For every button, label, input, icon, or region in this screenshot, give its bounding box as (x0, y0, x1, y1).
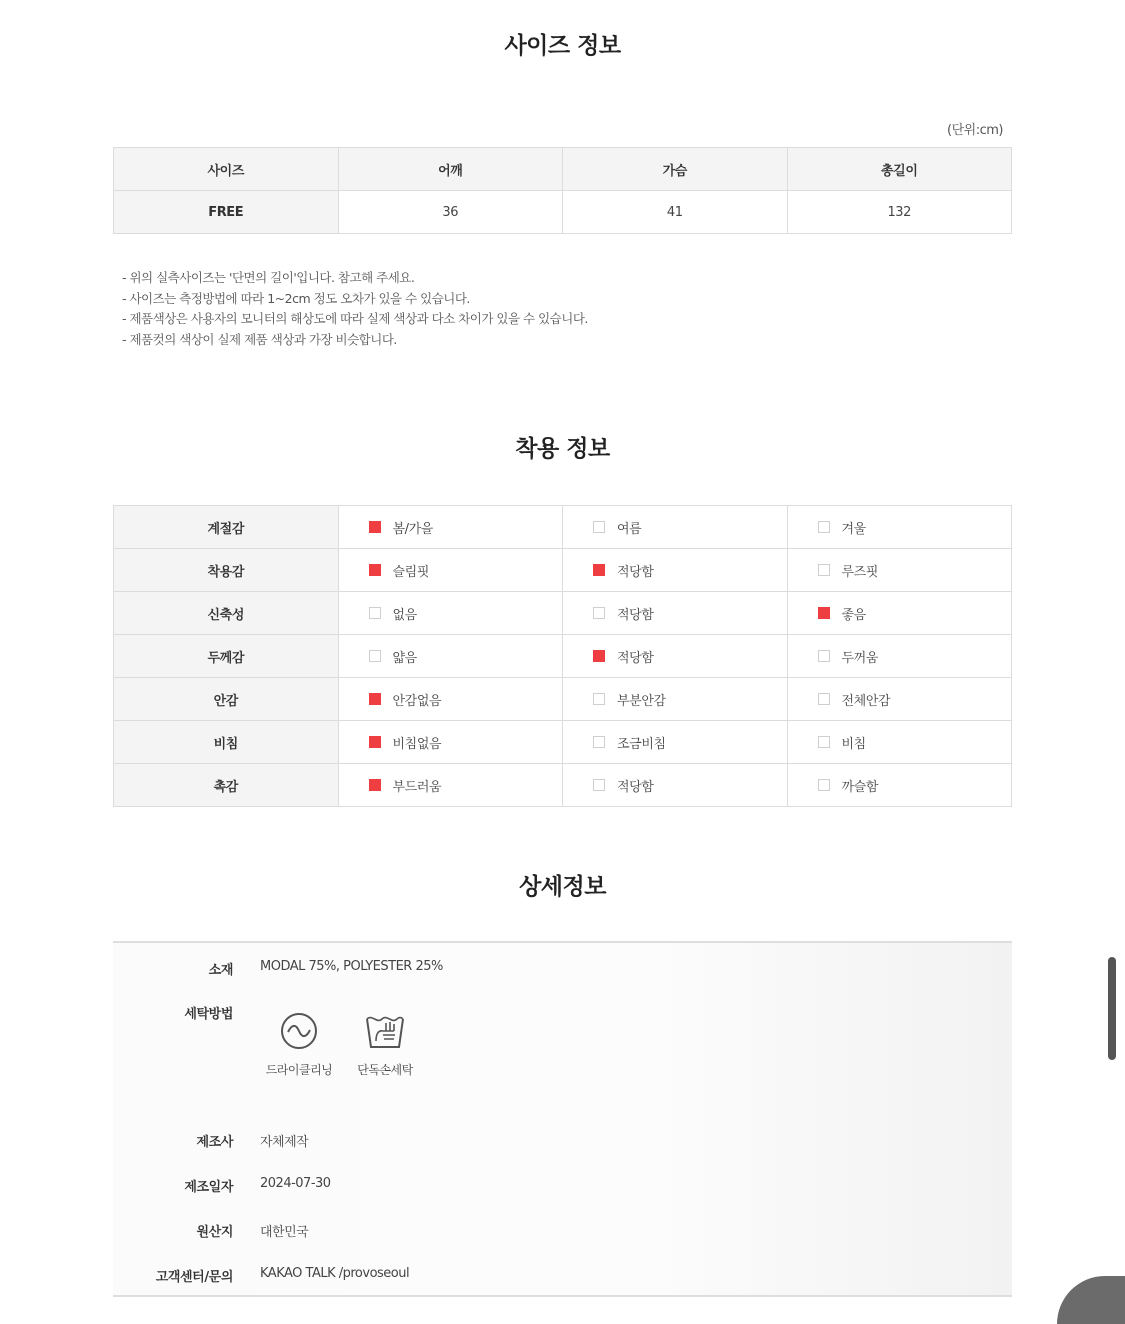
fit-option-label: 부분안감 (617, 693, 666, 709)
fit-option-label: 좋음 (841, 607, 866, 623)
fit-option-label: 슬림핏 (392, 564, 429, 580)
fit-option-label: 루즈핏 (841, 564, 878, 580)
chest-header-cell: 가슴 (563, 148, 788, 191)
fit-option (563, 506, 788, 549)
fit-row-label: 비침 (114, 721, 339, 764)
size-header-cell: 사이즈 (114, 148, 339, 191)
fit-row-sheerness (114, 721, 1012, 764)
date-label: 제조일자 (184, 1180, 233, 1195)
fit-option-label: 없음 (392, 607, 417, 623)
checkbox-icon (818, 650, 830, 662)
fit-row-label: 촉감 (114, 764, 339, 807)
fit-option-label: 얇음 (392, 650, 417, 666)
checkbox-icon (593, 650, 605, 662)
material-value: MODAL 75%, POLYESTER 25% (260, 959, 443, 974)
fit-option-label: 두꺼움 (841, 650, 878, 666)
checkbox-icon (818, 564, 830, 576)
fit-option-label: 겨울 (841, 521, 866, 537)
fit-option-label: 비침없음 (392, 736, 442, 752)
contact-value: KAKAO TALK /provoseoul (260, 1266, 410, 1281)
size-note: - 위의 실측사이즈는 '단면의 길이'입니다. 참고해 주세요. (122, 270, 415, 285)
fit-option (338, 549, 563, 592)
checkbox-icon (593, 564, 605, 576)
fit-option-label: 비침 (841, 736, 866, 752)
fit-option (563, 764, 788, 807)
material-label: 소재 (208, 963, 233, 978)
fit-option (338, 764, 563, 807)
checkbox-icon (818, 779, 830, 791)
fit-option-label: 적당함 (617, 779, 654, 795)
fit-row-label: 신축성 (114, 592, 339, 635)
fit-option-label: 적당함 (617, 607, 654, 623)
fit-row-label: 두께감 (114, 635, 339, 678)
origin-label: 원산지 (196, 1225, 233, 1240)
size-note: - 제품컷의 색상이 실제 제품 색상과 가장 비슷합니다. (122, 331, 397, 347)
checkbox-icon (369, 564, 381, 576)
checkbox-icon (818, 521, 830, 533)
shoulder-header-cell: 어깨 (338, 148, 563, 191)
fit-row-season (114, 506, 1012, 549)
fit-row-label: 계절감 (114, 506, 339, 549)
size-info-title: 사이즈 정보 (504, 33, 621, 59)
fit-option-label: 전체안감 (841, 693, 891, 709)
fit-option (338, 592, 563, 635)
dry-clean-icon (279, 1011, 319, 1051)
fit-option (338, 506, 563, 549)
checkbox-icon (593, 521, 605, 533)
detail-panel (113, 941, 1012, 1297)
unit-label: (단위:cm) (947, 123, 1003, 138)
fit-option (787, 678, 1012, 721)
fit-option (338, 678, 563, 721)
fit-option-label: 부드러움 (392, 779, 442, 795)
checkbox-icon (369, 779, 381, 791)
fit-option (787, 721, 1012, 764)
size-table-header-row (114, 148, 1012, 191)
manufacturer-value: 자체제작 (260, 1135, 309, 1150)
fit-option (787, 506, 1012, 549)
checkbox-icon (593, 779, 605, 791)
fit-option-label: 봄/가을 (392, 521, 433, 537)
fit-row-texture (114, 764, 1012, 807)
fit-row-label: 안감 (114, 678, 339, 721)
fit-option (563, 721, 788, 764)
fit-row-thickness (114, 635, 1012, 678)
fit-option (338, 721, 563, 764)
fit-info-title: 착용 정보 (515, 436, 610, 462)
scrollbar-thumb[interactable] (1108, 957, 1116, 1060)
checkbox-icon (369, 650, 381, 662)
checkbox-icon (593, 736, 605, 748)
chest-value-cell: 41 (563, 191, 788, 234)
wash-label: 세탁방법 (184, 1007, 233, 1022)
size-notes (122, 268, 588, 350)
length-header-cell: 총길이 (787, 148, 1012, 191)
checkbox-icon (369, 693, 381, 705)
checkbox-icon (818, 693, 830, 705)
size-table (113, 147, 1012, 234)
checkbox-icon (818, 736, 830, 748)
fit-row-fit (114, 549, 1012, 592)
wash-item-hand-wash (351, 1011, 419, 1078)
hand-wash-label: 단독손세탁 (357, 1063, 413, 1077)
fit-row-lining (114, 678, 1012, 721)
fit-option (563, 592, 788, 635)
dry-clean-label: 드라이클리닝 (265, 1063, 333, 1077)
size-value-cell: FREE (114, 191, 339, 234)
size-note: - 사이즈는 측정방법에 따라 1~2cm 정도 오차가 있을 수 있습니다. (122, 290, 470, 306)
size-note: - 제품색상은 사용자의 모니터의 해상도에 따라 실제 색상과 다소 차이가 있을 수 있습니다. (122, 311, 588, 326)
fit-option (787, 592, 1012, 635)
contact-label: 고객센터/문의 (155, 1270, 233, 1285)
fit-option-label: 조금비침 (617, 736, 666, 752)
length-value-cell: 132 (787, 191, 1012, 234)
fit-option (338, 635, 563, 678)
floating-corner-button[interactable] (1057, 1276, 1125, 1324)
origin-value: 대한민국 (260, 1225, 309, 1240)
fit-option-label: 적당함 (617, 650, 654, 666)
checkbox-icon (369, 736, 381, 748)
checkbox-icon (369, 521, 381, 533)
manufacturer-label: 제조사 (196, 1135, 233, 1150)
fit-option-label: 까슬함 (841, 779, 878, 795)
checkbox-icon (818, 607, 830, 619)
fit-option (563, 635, 788, 678)
checkbox-icon (593, 693, 605, 705)
wash-item-dry-clean (263, 1011, 335, 1078)
fit-option-label: 여름 (617, 521, 642, 537)
fit-row-label: 착용감 (114, 549, 339, 592)
fit-table (113, 505, 1012, 807)
date-value: 2024-07-30 (260, 1176, 331, 1191)
fit-option (787, 764, 1012, 807)
shoulder-value-cell: 36 (338, 191, 563, 234)
hand-wash-icon (364, 1011, 406, 1051)
checkbox-icon (369, 607, 381, 619)
checkbox-icon (593, 607, 605, 619)
fit-option (787, 635, 1012, 678)
fit-option (563, 549, 788, 592)
size-table-row (114, 191, 1012, 234)
fit-option-label: 안감없음 (392, 693, 442, 709)
fit-row-stretch (114, 592, 1012, 635)
detail-info-title: 상세정보 (519, 874, 606, 900)
fit-option (563, 678, 788, 721)
fit-option (787, 549, 1012, 592)
fit-option-label: 적당함 (617, 564, 654, 580)
